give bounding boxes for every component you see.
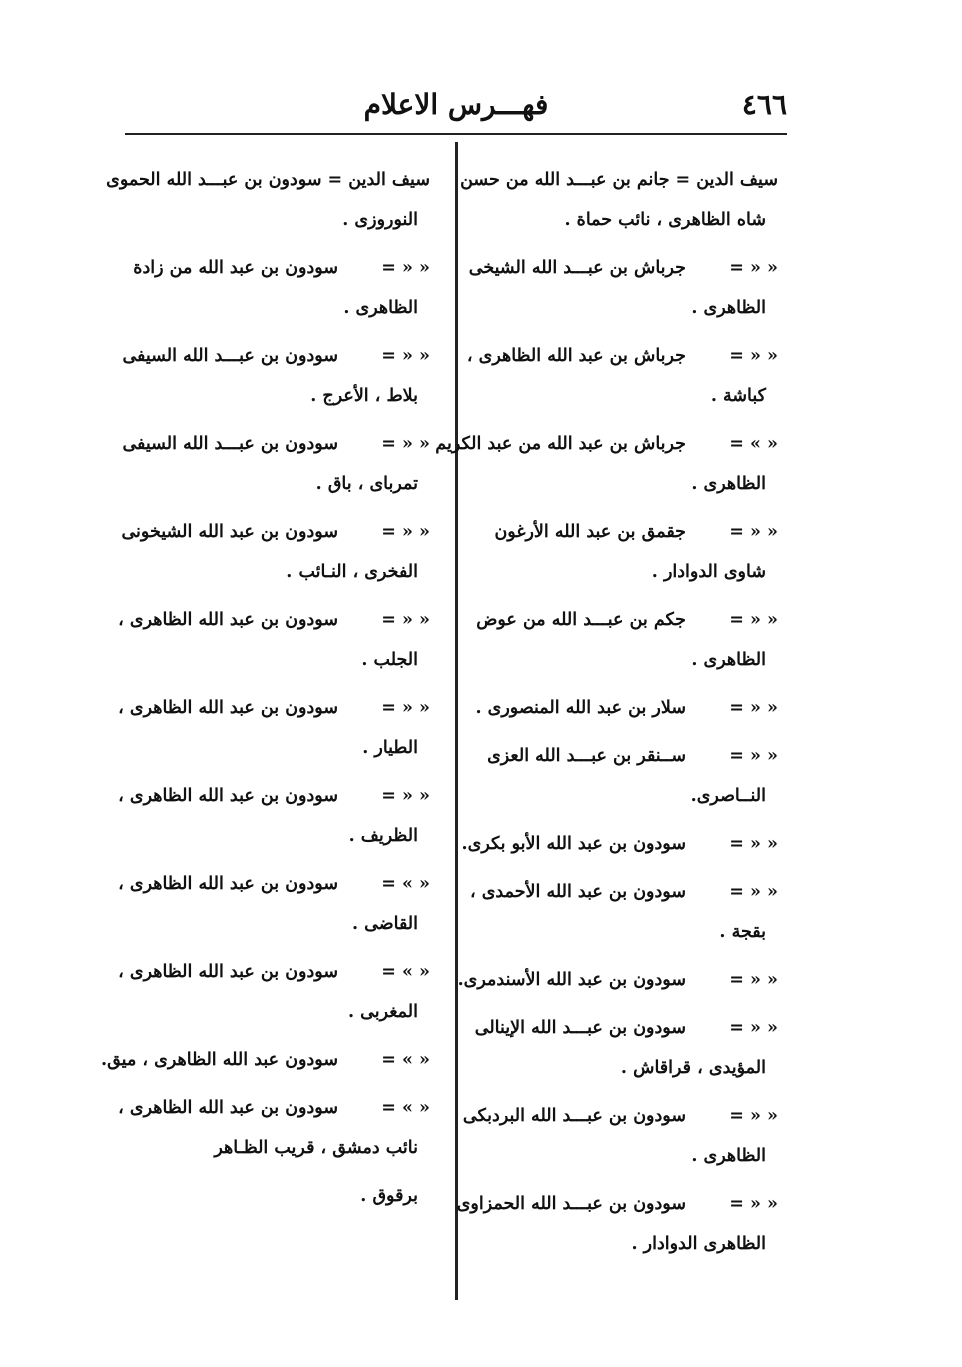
entry-lead: « « = <box>729 746 778 766</box>
entry-name: سودون بن عبد الله الأبو بكرى. <box>461 834 686 854</box>
entry-lead: « « = <box>381 698 430 718</box>
entry-name: سودون بن عبد الله الظاهرى ، <box>118 962 338 982</box>
entry-continuation: النوروزى . <box>342 210 418 230</box>
entry-first-line <box>118 600 430 640</box>
entry-name: جرباش بن عبد الله من عبد الكريم <box>435 434 686 454</box>
entry-name: جكم بن عبـــد الله من عوض <box>476 610 686 630</box>
page-header <box>125 84 787 132</box>
entry-lead: « « = <box>729 1018 778 1038</box>
entry-name: سودون بن عبد الله الشيخونى <box>121 522 338 542</box>
page-number: ٤٦٦ <box>741 88 787 121</box>
entry-continuation: برقوق . <box>360 1186 418 1206</box>
entry-first-line <box>461 824 778 864</box>
entry-first-line <box>475 688 778 728</box>
entry-first-line <box>106 160 430 200</box>
entry-lead: « « = <box>381 434 430 454</box>
entry-lead: « « = <box>729 1106 778 1126</box>
entry-name: سلار بن عبد الله المنصورى . <box>475 698 686 718</box>
entry-lead: « « = <box>729 258 778 278</box>
entry-lead: « « = <box>729 610 778 630</box>
index-entry <box>478 736 778 816</box>
entry-continuation: بقجة . <box>719 922 766 942</box>
entry-first-line <box>101 1040 430 1080</box>
entry-name: سودون بن عبد الله الظاهرى ، <box>118 786 338 806</box>
entry-continuation: الظاهرى الدوادار . <box>631 1234 766 1254</box>
entry-name: سودون بن عبـــد الله البردبكى <box>462 1106 686 1126</box>
entry-continuation: المغربى . <box>347 1002 418 1022</box>
index-entry <box>118 952 430 1032</box>
entry-first-line <box>460 160 778 200</box>
entry-name: سودون بن عبد الله من زادة <box>133 258 338 278</box>
entry-first-line <box>122 424 430 464</box>
entry-first-line <box>469 872 778 912</box>
index-entry <box>130 248 430 328</box>
entry-first-line <box>118 952 430 992</box>
entry-lead: « » = <box>381 1050 430 1070</box>
index-entry <box>469 872 778 952</box>
entry-name: سودون بن عبـــد الله السيفى <box>122 434 338 454</box>
entry-name: سودون بن عبد الله الأحمدى ، <box>469 882 686 902</box>
entry-continuation: بلاط ، الأعرج . <box>310 386 418 406</box>
entry-name: سودون بن عبد الله الأسندمرى. <box>457 970 686 990</box>
index-entry <box>122 424 430 504</box>
entry-continuation: كباشة . <box>710 386 766 406</box>
entry-first-line <box>118 688 430 728</box>
entry-lead: « « = <box>729 522 778 542</box>
entry-first-line <box>122 336 430 376</box>
entry-first-line <box>462 1096 778 1136</box>
index-column-right <box>435 160 778 1272</box>
entry-name: سودون عبد الله الظاهرى ، ميق. <box>101 1050 338 1070</box>
header-rule <box>125 133 787 135</box>
entry-lead: سيف الدين = <box>675 170 778 190</box>
entry-name: سودون بن عبد الله الظاهرى ، <box>118 874 338 894</box>
entry-continuation: تمرباى ، باق . <box>315 474 418 494</box>
index-entry <box>122 336 430 416</box>
entry-name: جقمق بن عبد الله الأرغون <box>494 522 686 542</box>
index-entry <box>457 960 778 1000</box>
entry-lead: « « = <box>729 834 778 854</box>
entry-name: سودون بن عبد الله الظاهرى ، <box>118 698 338 718</box>
index-entry <box>118 688 430 768</box>
entry-first-line <box>130 248 430 288</box>
index-entry <box>118 1088 430 1168</box>
index-entry <box>460 160 778 240</box>
entry-lead: « « = <box>729 346 778 366</box>
index-entry <box>456 1184 778 1264</box>
entry-continuation: النــاصرى. <box>690 786 766 806</box>
entry-name: جانم بن عبـــد الله من حسن <box>460 170 670 190</box>
entry-first-line <box>457 960 778 1000</box>
index-entry <box>106 160 430 240</box>
entry-name: سودون بن عبـــد الله الإينالى <box>474 1018 686 1038</box>
entry-lead: « » = <box>381 1098 430 1118</box>
entry-lead: « « = <box>729 970 778 990</box>
index-entry <box>478 512 778 592</box>
entry-first-line <box>478 512 778 552</box>
entry-continuation: الظاهرى . <box>691 1146 766 1166</box>
entry-first-line <box>435 424 778 464</box>
entry-lead: « « = <box>729 698 778 718</box>
entry-continuation: الظاهرى . <box>691 298 766 318</box>
index-entry <box>462 1096 778 1176</box>
entry-first-line <box>468 248 778 288</box>
index-entry <box>121 512 430 592</box>
entry-name: سودون بن عبد الله الظاهرى ، <box>118 610 338 630</box>
entry-first-line <box>118 776 430 816</box>
entry-lead: « « = <box>381 346 430 366</box>
entry-first-line <box>466 336 778 376</box>
entry-first-line <box>478 600 778 640</box>
entry-lead: « « = <box>381 786 430 806</box>
index-entry <box>475 688 778 728</box>
entry-first-line <box>118 864 430 904</box>
entry-lead: « « = <box>729 1194 778 1214</box>
index-entry <box>468 248 778 328</box>
index-entry <box>118 864 430 944</box>
entry-continuation: الطيار . <box>362 738 418 758</box>
entry-name: ســنقر بن عبـــد الله العزى <box>487 746 686 766</box>
entry-first-line <box>478 736 778 776</box>
entry-first-line <box>456 1184 778 1224</box>
column-divider <box>455 142 458 1300</box>
entry-first-line <box>118 1088 430 1128</box>
entry-continuation: الظريف . <box>348 826 418 846</box>
entry-first-line <box>474 1008 778 1048</box>
entry-name: سودون بن عبـــد الله السيفى <box>122 346 338 366</box>
entry-name: سودون بن عبد الله الظاهرى ، <box>118 1098 338 1118</box>
entry-lead: « » = <box>729 434 778 454</box>
entry-name: جرباش بن عبـــد الله الشيخى <box>468 258 686 278</box>
index-entry <box>474 1008 778 1088</box>
index-entry <box>101 1040 430 1080</box>
entry-lead: سيف الدين = <box>327 170 430 190</box>
entry-name: جرباش بن عبد الله الظاهرى ، <box>466 346 686 366</box>
index-entry <box>118 776 430 856</box>
index-entry <box>435 424 778 504</box>
entry-continuation: الجلب . <box>361 650 418 670</box>
entry-name: سودون بن عبـــد الله الحمزاوى <box>456 1194 686 1214</box>
index-entry <box>478 600 778 680</box>
entry-continuation: نائب دمشق ، قريب الظـاهر <box>214 1138 418 1158</box>
index-entry <box>118 600 430 680</box>
page-title: فهـــرس الاعلام <box>363 88 549 121</box>
entry-continuation: الظاهرى . <box>691 474 766 494</box>
entry-name: سودون بن عبـــد الله الحموى <box>106 170 322 190</box>
entry-lead: « » = <box>381 962 430 982</box>
entry-continuation: الظاهرى . <box>691 650 766 670</box>
index-entry <box>130 1176 430 1216</box>
entry-lead: « « = <box>729 882 778 902</box>
index-entry <box>461 824 778 864</box>
entry-lead: « » = <box>381 874 430 894</box>
entry-lead: « « = <box>381 522 430 542</box>
entry-continuation: شاوى الدوادار . <box>651 562 766 582</box>
entry-first-line <box>121 512 430 552</box>
entry-continuation: المؤيدى ، قراقاش . <box>620 1058 766 1078</box>
entry-lead: « « = <box>381 258 430 278</box>
entry-continuation: شاه الظاهرى ، نائب حماة . <box>564 210 766 230</box>
entry-continuation: الظاهرى . <box>343 298 418 318</box>
entry-continuation: القاضى . <box>351 914 418 934</box>
entry-continuation: الفخرى ، النـائب . <box>286 562 418 582</box>
index-entry <box>466 336 778 416</box>
entry-lead: « « = <box>381 610 430 630</box>
index-column-left <box>101 160 430 1224</box>
